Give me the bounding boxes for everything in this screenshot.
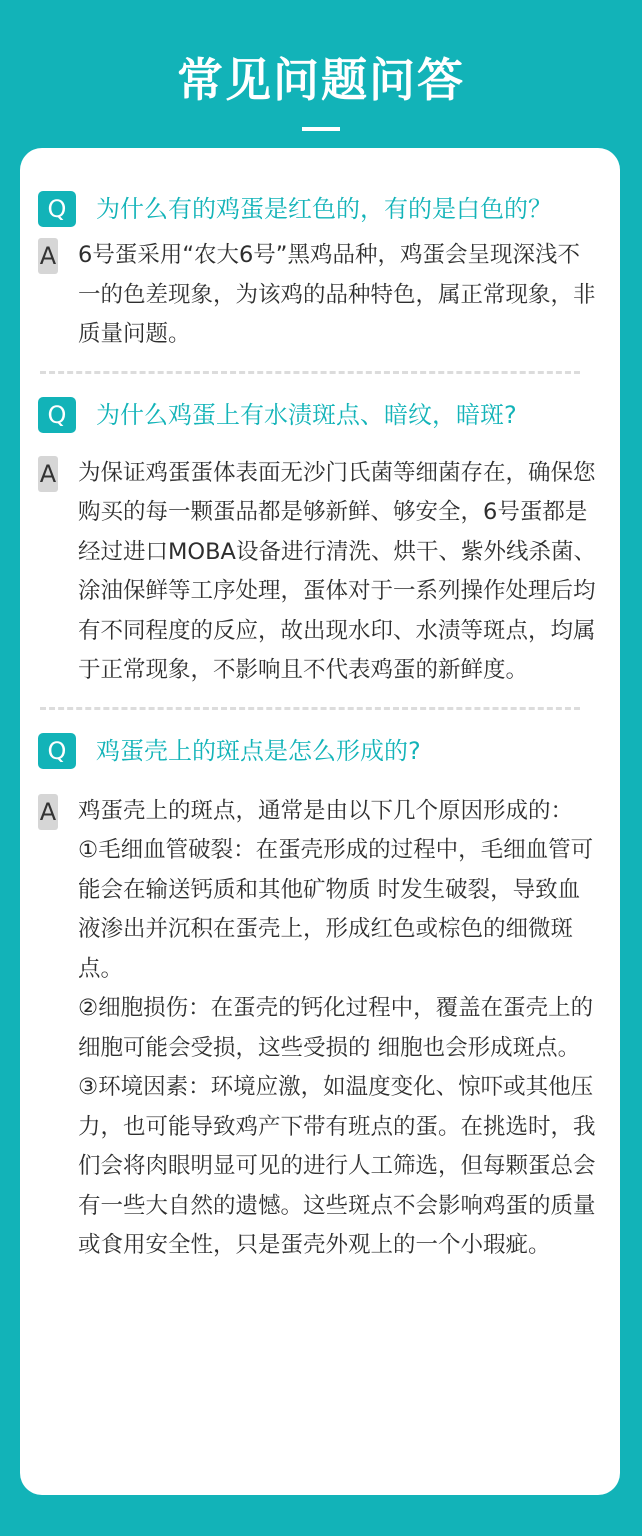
answer-paragraph: ③环境因素：环境应激，如温度变化、惊吓或其他压力，也可能导致鸡产下带有班点的蛋。在挑选时，我们会将肉眼明显可见的进行人工筛选，但每颗蛋总会有一些大自然的遗憾。这些斑点不会影响鸡蛋的质量或食用安全性，只是蛋壳外观上的一个小瑕疵。: [78, 1074, 596, 1258]
question-text: 为什么鸡蛋上有水渍斑点、暗纹，暗斑?: [96, 400, 517, 429]
answer-badge: A: [38, 794, 58, 830]
answer-row: [38, 454, 602, 691]
answer-badge: A: [38, 456, 58, 492]
question-badge: Q: [38, 733, 76, 769]
page-title: 常见问题问答: [177, 53, 465, 107]
answer-row: [38, 792, 602, 1266]
faq-item: [38, 188, 602, 355]
title-underline: [302, 127, 340, 131]
answer-paragraph: ①毛细血管破裂：在蛋壳形成的过程中，毛细血管可能会在输送钙质和其他矿物质 时发生破裂，导致血液渗出并沉积在蛋壳上，形成红色或棕色的细微斑点。: [78, 837, 594, 982]
answer-paragraph: ②细胞损伤：在蛋壳的钙化过程中，覆盖在蛋壳上的细胞可能会受损，这些受损的 细胞也会形成斑点。: [78, 995, 594, 1061]
faq-item: [38, 394, 602, 691]
question-badge: Q: [38, 397, 76, 433]
answer-row: [38, 236, 602, 355]
faq-item: [38, 730, 602, 1266]
answer-badge: A: [38, 238, 58, 274]
question-text: 为什么有的鸡蛋是红色的，有的是白色的？: [96, 195, 552, 223]
dashed-divider: [40, 371, 580, 374]
question-row: [38, 188, 602, 230]
answer-text: [78, 792, 602, 1266]
answer-paragraph: 鸡蛋壳上的斑点，通常是由以下几个原因形成的：: [78, 797, 574, 824]
question-badge: Q: [38, 191, 76, 227]
faq-card: [20, 148, 620, 1495]
answer-paragraph: 为保证鸡蛋蛋体表面无沙门氏菌等细菌存在，确保您购买的每一颗蛋品都是够新鲜、够安全，6号蛋都是经过进口MOBA设备进行清洗、烘干、紫外线杀菌、涂油保鲜等工序处理，蛋体对于一系列操作处理后均有不同程度的反应，故出现水印、水渍等斑点，均属于正常现象，不影响且不代表鸡蛋的新鲜度。: [78, 459, 596, 683]
answer-text: [78, 236, 602, 355]
dashed-divider: [40, 707, 580, 710]
answer-text: [78, 454, 602, 691]
answer-paragraph: 6号蛋采用“农大6号”黑鸡品种，鸡蛋会呈现深浅不一的色差现象，为该鸡的品种特色，属正常现象，非质量问题。: [78, 242, 596, 347]
question-row: [38, 730, 602, 772]
question-text: 鸡蛋壳上的斑点是怎么形成的?: [96, 736, 421, 765]
question-row: [38, 394, 602, 436]
